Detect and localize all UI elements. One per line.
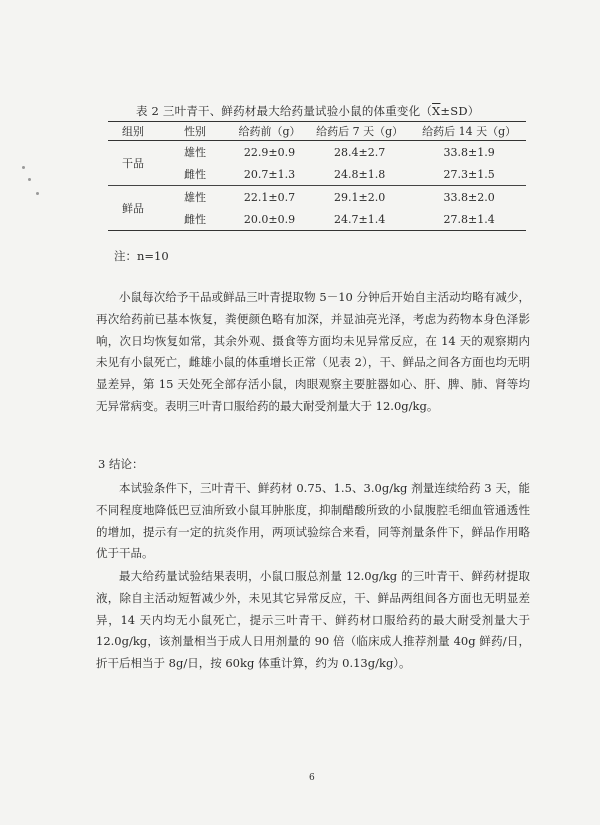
header-sex: 性别 (184, 125, 206, 138)
group-dry (108, 141, 526, 186)
caption-suffix: ±SD） (440, 104, 480, 118)
table-caption (136, 103, 556, 119)
value-cell: 27.8±1.4 (443, 212, 495, 226)
body-weight-table (108, 121, 526, 231)
paragraph-observation: 小鼠每次给予干品或鲜品三叶青提取物 5－10 分钟后开始自主活动均略有减少，再次给药前已基本恢复，粪便颜色略有加深，并显油亮光泽，考虑为药物本身色泽影响，次日均恢复如常，其余外观、摄食等方面均未见异常反应，在 14 天的观察期内未见有小鼠死亡，雌雄小鼠的体重增长正常（见表 2），干、鲜品之间各方面也均无明显差异，第 15 天处死全部存活小鼠，肉眼观察主要脏器如心、肝、脾、肺、肾等均无异常病变。表明三叶青口服给药的最大耐受剂量大于 12.0g/kg。 (96, 290, 530, 413)
paragraph-conclusion-1: 本试验条件下，三叶青干、鲜药材 0.75、1.5、3.0g/kg 剂量连续给药 3 天，能不同程度地降低巴豆油所致小鼠耳肿胀度，抑制醋酸所致的小鼠腹腔毛细血管通透性的增加，提示有一定的抗炎作用，两项试验综合来看，同等剂量条件下，鲜品作用略优于干品。 (96, 481, 530, 561)
value-cell: 20.7±1.3 (243, 167, 296, 181)
sex-cell: 雄性 (184, 191, 206, 204)
sex-cell: 雌性 (184, 168, 206, 181)
header-day7: 给药后 7 天（g） (316, 125, 404, 138)
value-cell: 28.4±2.7 (334, 145, 386, 159)
value-cell: 20.0±0.9 (243, 212, 296, 226)
table-row (108, 186, 526, 209)
table-row (108, 141, 526, 164)
scan-mark (22, 166, 25, 169)
paragraph-conclusion-2: 最大给药量试验结果表明，小鼠口服总剂量 12.0g/kg 的三叶青干、鲜药材提取液，除自主活动短暂减少外，未见其它异常反应，干、鲜品两组间各方面也无明显差异，14 天内均无小鼠死亡，提示三叶青干、鲜药材口服给药的最大耐受剂量大于 12.0g/kg，该剂量相当于成人日用剂量的 90 倍（临床成人推荐剂量 40g 鲜药/日，折干后相当于 8g/日，按 60kg 体重计算，约为 0.13g/kg）。 (96, 569, 530, 671)
header-group: 组别 (122, 125, 144, 138)
caption-mean-symbol: $\overline{X}$ (432, 104, 441, 118)
value-cell: 29.1±2.0 (334, 190, 386, 204)
caption-text: 表 2 三叶青干、鲜药材最大给药量试验小鼠的体重变化（ (136, 104, 433, 118)
value-cell: 24.7±1.4 (334, 212, 386, 226)
value-cell: 33.8±1.9 (443, 145, 495, 159)
section-heading-conclusion: 3 结论： (98, 457, 144, 471)
scan-mark (36, 192, 39, 195)
header-before: 给药前（g） (238, 125, 301, 138)
value-cell: 22.9±0.9 (243, 145, 296, 159)
value-cell: 24.8±1.8 (334, 167, 386, 181)
table-note: 注：n=10 (114, 249, 169, 263)
table-header-row (108, 122, 526, 141)
table-row (108, 208, 526, 231)
sex-cell: 雌性 (184, 213, 206, 226)
page-number: 6 (309, 773, 315, 783)
scan-mark (28, 178, 31, 181)
group-fresh (108, 186, 526, 231)
value-cell: 22.1±0.7 (243, 190, 296, 204)
group-name: 鲜品 (122, 202, 144, 215)
value-cell: 33.8±2.0 (443, 190, 495, 204)
value-cell: 27.3±1.5 (443, 167, 495, 181)
group-name: 干品 (122, 157, 144, 170)
sex-cell: 雄性 (184, 146, 206, 159)
table-row (108, 163, 526, 186)
header-day14: 给药后 14 天（g） (422, 125, 517, 138)
